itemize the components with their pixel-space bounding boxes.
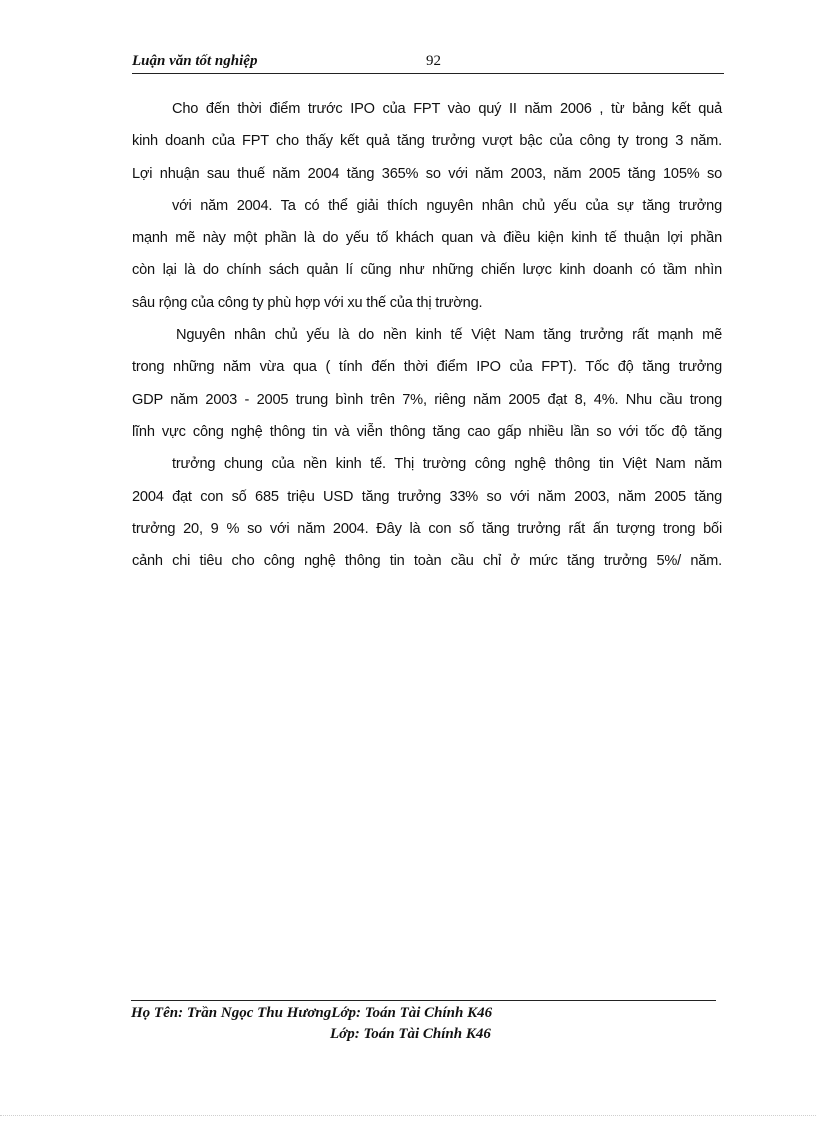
paragraph-2 xyxy=(132,323,722,581)
page-number: 92 xyxy=(426,53,441,69)
text-line: Cho đến thời điểm trước IPO của FPT vào quý II năm 2006 , từ bảng kết quả xyxy=(172,101,722,117)
text-line: lĩnh vực công nghệ thông tin và viễn thông tăng cao gấp nhiều lần so với tốc độ tăng xyxy=(132,423,722,440)
text-line: GDP năm 2003 - 2005 trung bình trên 7%, riêng năm 2005 đạt 8, 4%. Nhu cầu trong xyxy=(132,391,722,408)
footer-rule xyxy=(131,1000,716,1001)
text-line: trưởng 20, 9 % so với năm 2004. Đây là con số tăng trưởng rất ấn tượng trong bối xyxy=(132,520,722,537)
text-line: kinh doanh của FPT cho thấy kết quả tăng trưởng vượt bậc của công ty trong 3 năm. xyxy=(132,133,722,150)
header-title: Luận văn tốt nghiệp xyxy=(132,53,258,69)
text-line: trưởng chung của nền kinh tế. Thị trường công nghệ thông tin Việt Nam năm xyxy=(172,456,722,473)
text-line: Nguyên nhân chủ yếu là do nền kinh tế Việt Nam tăng trưởng rất mạnh mẽ xyxy=(176,327,722,344)
text-line: mạnh mẽ này một phần là do yếu tố khách quan và điều kiện kinh tế thuận lợi phần xyxy=(132,230,722,247)
footer-class: Lớp: Toán Tài Chính K46 xyxy=(330,1026,491,1042)
text-line: sâu rộng của công ty phù hợp với xu thế của thị trường. xyxy=(132,294,483,311)
page-header xyxy=(132,51,724,74)
text-line: còn lại là do chính sách quản lí cũng như những chiến lược kinh doanh có tầm nhìn xyxy=(132,262,722,279)
text-line: với năm 2004. Ta có thể giải thích nguyên nhân chủ yếu của sự tăng trưởng xyxy=(172,197,722,214)
body-text xyxy=(132,97,722,581)
page-bottom-divider xyxy=(0,1115,816,1116)
text-line: trong những năm vừa qua ( tính đến thời điểm IPO của FPT). Tốc độ tăng trưởng xyxy=(132,359,722,376)
text-line: cảnh chi tiêu cho công nghệ thông tin toàn cầu chỉ ở mức tăng trưởng 5%/ năm. xyxy=(132,553,722,570)
text-line: Lợi nhuận sau thuế năm 2004 tăng 365% so với năm 2003, năm 2005 tăng 105% so xyxy=(132,165,722,182)
footer-author: Họ Tên: Trần Ngọc Thu HươngLớp: Toán Tài Chính K46 xyxy=(131,1005,493,1021)
paragraph-1 xyxy=(132,97,722,323)
text-line: 2004 đạt con số 685 triệu USD tăng trưởng 33% so với năm 2003, năm 2005 tăng xyxy=(132,488,722,505)
